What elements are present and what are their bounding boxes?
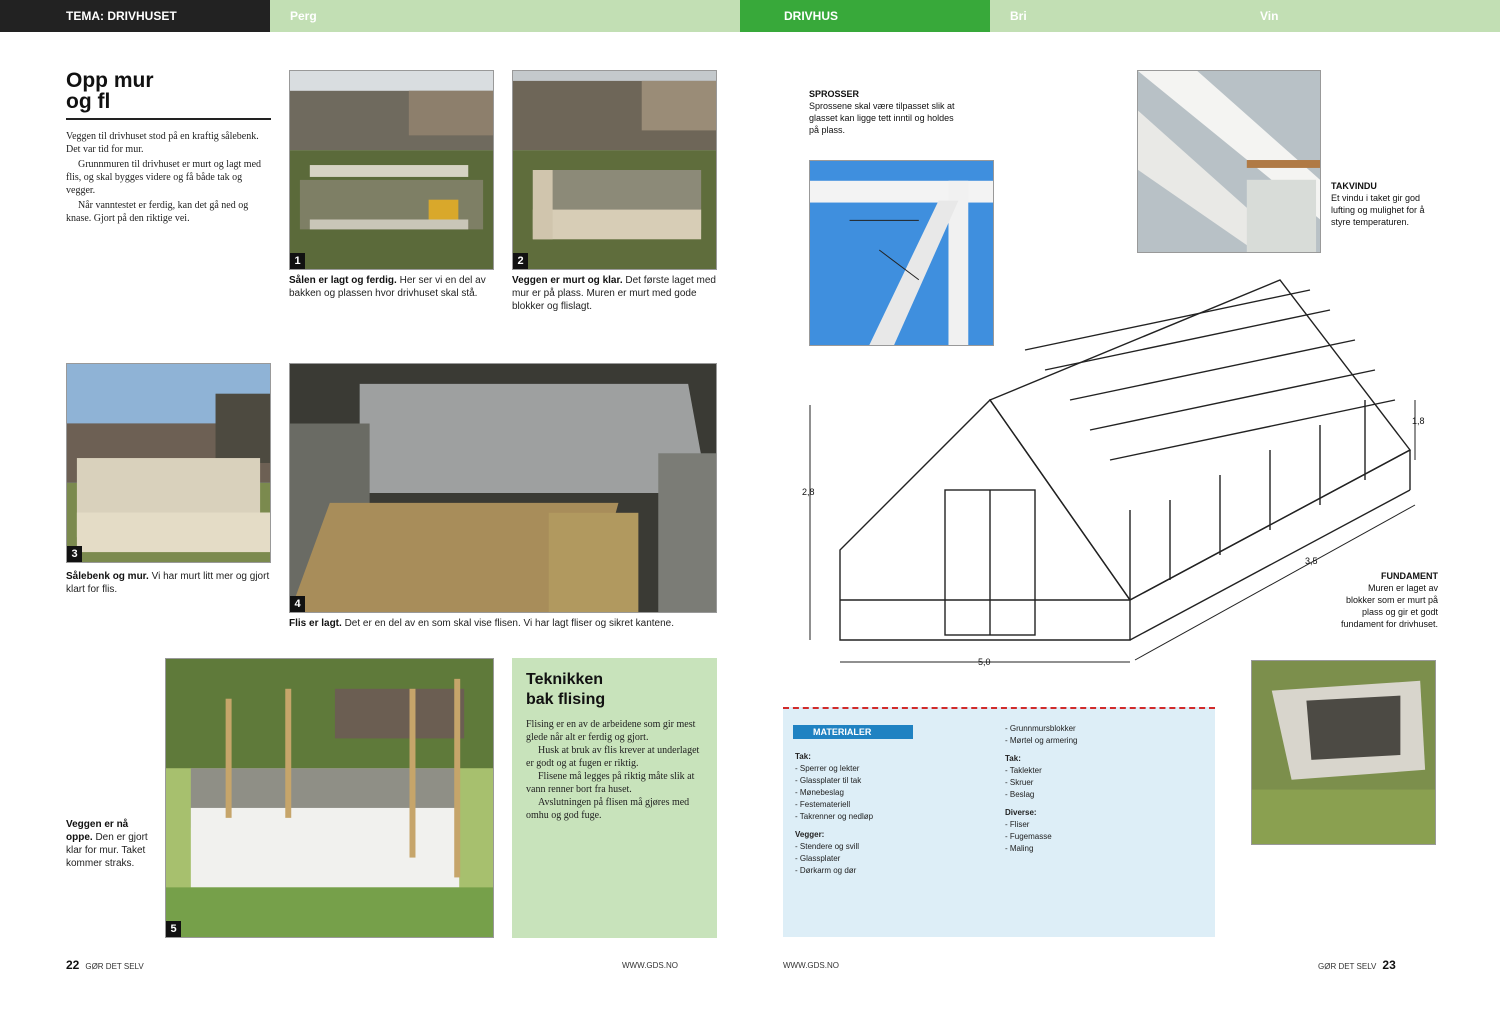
caption-4 [289, 617, 717, 630]
photo-number: 1 [290, 253, 305, 269]
materials-item: - Sperrer og lekter [795, 764, 860, 773]
photo-number: 3 [67, 546, 82, 562]
nav-tab-4[interactable]: Bri [990, 0, 1240, 32]
footer-magazine-left: GØR DET SELV [85, 962, 144, 971]
materials-col-2 [1005, 723, 1205, 855]
nav-tab-drivhus[interactable]: DRIVHUS [740, 0, 990, 32]
caption-1 [289, 274, 494, 300]
box-title-line-2: bak flising [526, 691, 606, 708]
intro-paragraph: Grunnmuren til drivhuset er murt og lagt med flis, og skal bygges videre og få både tak og vegger. [66, 159, 262, 196]
photo-fundament [1251, 660, 1436, 845]
footer-right [1318, 958, 1396, 972]
photo-3-bench [66, 363, 271, 563]
materials-item: - Festemateriell [795, 800, 851, 809]
caption-5 [66, 818, 148, 870]
caption-4-text: Det er en del av en som skal vise flisen. Vi har lagt fliser og sikret kantene. [344, 618, 674, 629]
takvindu-caption [1331, 180, 1431, 228]
materials-item: - Stendere og svill [795, 842, 860, 851]
intro-paragraph: Når vanntestet er ferdig, kan det gå ned og knase. Gjort på den riktige vei. [66, 200, 249, 224]
photo-number: 5 [166, 921, 181, 937]
page-number-right: 23 [1382, 958, 1396, 972]
footer-url-right[interactable]: WWW.GDS.NO [783, 961, 839, 970]
materials-item: - Mønebeslag [795, 788, 844, 797]
nav-tab-1[interactable]: Perg [270, 0, 515, 32]
sprosser-text: Sprossene skal være tilpasset slik at glasset kan ligge tett inntil og holdes på plass. [809, 101, 955, 135]
dim-height-label: 2,8 [802, 487, 815, 497]
footer-left [66, 958, 144, 972]
fundament-caption [1338, 570, 1438, 630]
caption-1-lead: Sålen er lagt og ferdig. [289, 275, 397, 286]
caption-3-lead: Sålebenk og mur. [66, 571, 149, 582]
dim-length-label: 5,0 [978, 657, 991, 667]
materials-item: - Maling [1005, 844, 1034, 853]
materials-group: Tak: [1005, 754, 1021, 763]
caption-3 [66, 570, 271, 596]
title-rule [66, 118, 271, 120]
materials-item: - Takrenner og nedløp [795, 812, 874, 821]
caption-1-text: Her ser vi en del av bakken og plassen hvor drivhuset skal stå. [289, 275, 486, 299]
materials-header: MATERIALER [793, 725, 913, 739]
intro-body [66, 130, 271, 225]
materials-item: - Glassplater til tak [795, 776, 862, 785]
caption-3-text: Vi har murt litt mer og gjort klart for flis. [66, 571, 270, 595]
sprosser-title: SPROSSER [809, 89, 860, 99]
materials-item: - Grunnmursblokker [1005, 724, 1076, 733]
page-number-left: 22 [66, 958, 80, 972]
takvindu-text: Et vindu i taket gir god lufting og mulighet for å styre temperaturen. [1331, 193, 1425, 227]
materials-item: - Fugemasse [1005, 832, 1052, 841]
photo-number: 4 [290, 596, 305, 612]
article-title [66, 70, 154, 112]
fundament-title: FUNDAMENT [1381, 571, 1438, 581]
photo-2-wall [512, 70, 717, 270]
top-nav [0, 0, 1500, 32]
box-paragraph: Husk at bruk av flis krever at underlaget er godt og at fugen er riktig. [526, 745, 700, 769]
caption-5-lead: Veggen er nå oppe. [66, 819, 129, 843]
materials-item: - Glassplater [795, 854, 841, 863]
photo-4-tiles [289, 363, 717, 613]
sprosser-caption [809, 88, 959, 136]
photo-takvindu [1137, 70, 1321, 253]
materials-group: Vegger: [795, 830, 825, 839]
box-paragraph: Flisene må legges på riktig måte slik at vann renner bort fra huset. [526, 771, 695, 795]
title-line-1: Opp mur [66, 69, 154, 92]
footer-url-left[interactable]: WWW.GDS.NO [622, 961, 678, 970]
materials-group: Tak: [795, 752, 811, 761]
dim-width-label: 3,5 [1305, 556, 1318, 566]
materials-box [783, 707, 1215, 937]
caption-4-lead: Flis er lagt. [289, 618, 342, 629]
title-line-2: og fl [66, 90, 111, 113]
box-title-line-1: Teknikken [526, 671, 604, 688]
nav-tab-tema[interactable]: TEMA: DRIVHUSET [0, 0, 270, 32]
materials-item: - Beslag [1005, 790, 1035, 799]
caption-2-text: Det første laget med mur er på plass. Muren er murt med gode blokker og flislagt. [512, 275, 716, 312]
technique-box [512, 658, 717, 938]
fundament-text: Muren er laget av blokker som er murt på plass og gir et godt fundament for drivhuset. [1340, 583, 1438, 629]
intro-paragraph: Veggen til drivhuset stod på en kraftig sålebenk. Det var tid for mur. [66, 131, 259, 155]
materials-col-1 [795, 745, 985, 877]
nav-tab-5[interactable]: Vin [1240, 0, 1500, 32]
caption-2-lead: Veggen er murt og klar. [512, 275, 623, 286]
box-paragraph: Flising er en av de arbeidene som gir mest glede når alt er ferdig og gjort. [526, 719, 696, 743]
takvindu-title: TAKVINDU [1331, 181, 1377, 191]
materials-item: - Taklekter [1005, 766, 1042, 775]
photo-5-frame [165, 658, 494, 938]
materials-item: - Mørtel og armering [1005, 736, 1078, 745]
caption-2 [512, 274, 717, 313]
box-paragraph: Avslutningen på flisen må gjøres med omhu og god fuge. [526, 797, 690, 821]
materials-item: - Fliser [1005, 820, 1030, 829]
materials-item: - Skruer [1005, 778, 1034, 787]
photo-1-foundation [289, 70, 494, 270]
photo-number: 2 [513, 253, 528, 269]
caption-5-text: Den er gjort klar for mur. Taket kommer straks. [66, 832, 148, 869]
greenhouse-diagram [800, 270, 1430, 670]
materials-item: - Dørkarm og dør [795, 866, 857, 875]
dim-side-label: 1,8 [1412, 416, 1425, 426]
nav-tab-2[interactable] [515, 0, 740, 32]
footer-magazine-right: GØR DET SELV [1318, 962, 1377, 971]
materials-group: Diverse: [1005, 808, 1037, 817]
